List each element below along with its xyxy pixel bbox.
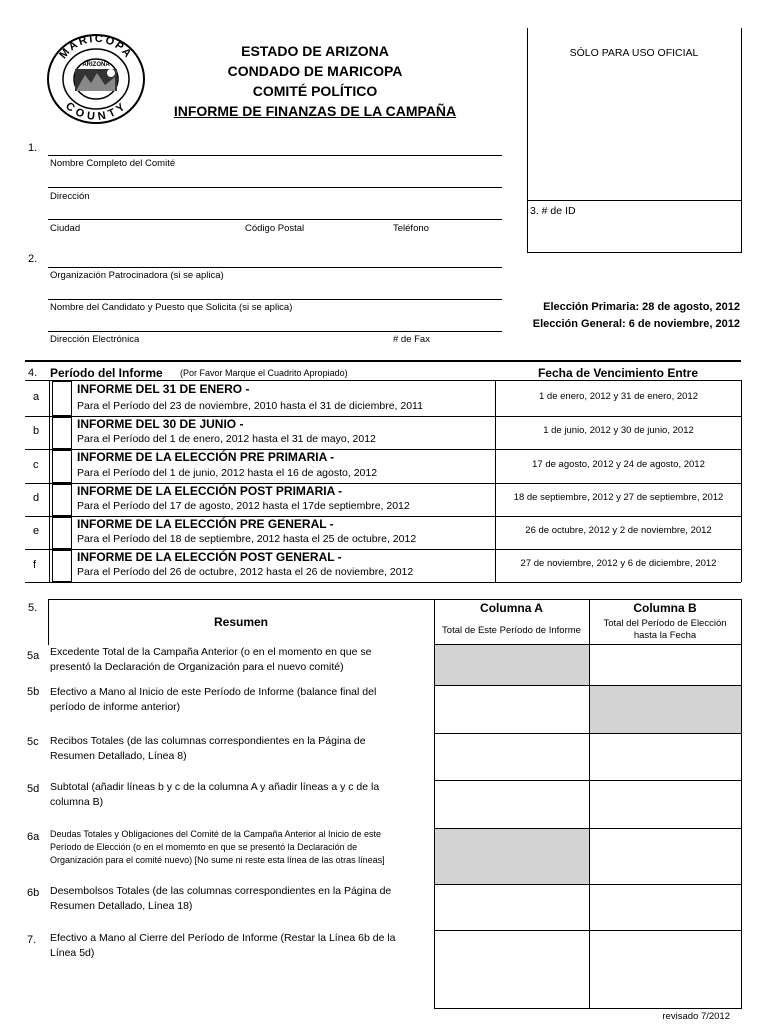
report-row-f [25,550,741,582]
report-row-title: INFORME DE LA ELECCIÓN PRE PRIMARIA - [77,450,335,464]
summary-row-6a [25,829,435,879]
address-field[interactable] [48,170,502,187]
summary-row-number: 5d [27,783,40,795]
report-row-due: 17 de agosto, 2012 y 24 de agosto, 2012 [532,459,705,470]
report-row-period: Para el Período del 1 de junio, 2012 hasta el 16 de agosto, 2012 [77,467,378,479]
report-checkbox-d[interactable] [52,484,72,516]
title-county: CONDADO DE MARICOPA [227,63,403,79]
report-row-d [25,484,741,516]
report-row-due: 1 de enero, 2012 y 31 de enero, 2012 [539,391,698,402]
summary-row-line2: Línea 5d) [50,947,95,959]
summary-row-7 [25,932,435,972]
summary-row-number: 6a [27,831,40,843]
summary-row-5d [25,781,435,821]
report-row-due: 18 de septiembre, 2012 y 27 de septiembre, 2012 [513,492,724,503]
committee-name-field[interactable] [48,137,502,155]
cell-6b-col-a[interactable] [435,885,589,930]
report-row-title: INFORME DEL 31 DE ENERO - [77,382,250,396]
summary-row-number: 5c [27,736,39,748]
report-row-title: INFORME DEL 30 DE JUNIO - [77,417,244,431]
summary-row-5b [25,686,435,726]
summary-row-number: 5b [27,686,40,698]
report-checkbox-b[interactable] [52,417,72,449]
address-label: Dirección [50,191,90,202]
report-row-title: INFORME DE LA ELECCIÓN POST PRIMARIA - [77,484,343,498]
report-row-title: INFORME DE LA ELECCIÓN POST GENERAL - [77,550,342,564]
report-row-letter: b [33,425,40,437]
city-postal-phone-field[interactable] [48,203,502,219]
report-checkbox-c[interactable] [52,450,72,483]
summary-header: Resumen [213,615,269,629]
report-row-c [25,450,741,483]
section-2-number: 2. [28,253,38,265]
column-b-subtitle-1: Total del Período de Elección [603,618,727,629]
summary-row-line1: Subtotal (añadir líneas b y c de la columna A y añadir líneas a y c de la [50,781,380,793]
report-checkbox-e[interactable] [52,517,72,549]
sponsor-field[interactable] [48,250,502,267]
shaded-cell-6a-col-a [435,829,589,884]
column-a-title: Columna A [480,601,543,615]
summary-row-line1: Desembolsos Totales (de las columnas correspondientes en la Página de [50,885,392,897]
report-row-b [25,417,741,449]
report-row-period: Para el Período del 23 de noviembre, 2010 hasta el 31 de diciembre, 2011 [77,400,423,412]
column-b-subtitle-2: hasta la Fecha [633,630,697,641]
shaded-cell-5a-col-a [435,645,589,685]
id-label: 3. # de ID [530,205,576,217]
cell-7-col-a[interactable] [435,931,589,1008]
report-row-e [25,517,741,549]
report-row-period: Para el Período del 18 de septiembre, 2012 hasta el 25 de octubre, 2012 [77,533,417,545]
report-row-due: 27 de noviembre, 2012 y 6 de diciembre, 2012 [520,558,717,569]
column-b-title: Columna B [633,601,697,615]
summary-row-number: 6b [27,887,40,899]
email-fax-field[interactable] [48,315,502,331]
official-use-label: SÓLO PARA USO OFICIAL [569,47,699,59]
summary-row-6b [25,885,435,925]
report-checkbox-a[interactable] [52,381,72,416]
county-seal-graphic [45,33,147,125]
postal-code-label: Código Postal [245,223,305,234]
summary-row-line3: Organización para el comité nuevo) [No sume ni reste esta línea de las otras líneas] [50,855,385,865]
phone-label: Teléfono [393,223,429,234]
candidate-field[interactable] [48,283,502,299]
summary-row-line1: Excedente Total de la Campaña Anterior (o en el momento en que se [50,646,372,658]
report-row-letter: f [33,559,37,571]
cell-7-col-b[interactable] [590,931,741,1008]
revised-date: revisado 7/2012 [662,1011,730,1022]
primary-election-date: Elección Primaria: 28 de agosto, 2012 [543,301,740,313]
report-period-subtitle: (Por Favor Marque el Cuadrito Apropiado) [180,368,348,378]
report-row-a [25,381,741,416]
summary-row-number: 5a [27,650,40,662]
report-row-letter: e [33,525,40,537]
fax-label: # de Fax [393,334,430,345]
summary-row-line2: período de informe anterior) [50,701,181,713]
title-committee: COMITÉ POLÍTICO [252,83,378,99]
email-label: Dirección Electrónica [50,334,140,345]
title-state: ESTADO DE ARIZONA [241,43,389,59]
report-row-period: Para el Período del 1 de enero, 2012 hasta el 31 de mayo, 2012 [77,433,376,445]
report-row-title: INFORME DE LA ELECCIÓN PRE GENERAL - [77,517,334,531]
cell-5d-col-b[interactable] [590,781,741,828]
report-row-letter: c [33,459,39,471]
seal-bottom-text: COUNTY [63,100,129,124]
summary-row-5c [25,735,435,775]
cell-5a-col-b[interactable] [590,645,741,685]
seal-top-text: MARICOPA [57,33,135,62]
summary-row-5a [25,646,435,684]
cell-5b-col-a[interactable] [435,686,589,733]
shaded-cell-5b-col-b [590,686,741,733]
cell-5c-col-a[interactable] [435,734,589,780]
county-seal [45,33,147,125]
section-1-number: 1. [28,142,38,154]
report-period-title: Período del Informe [50,366,163,380]
candidate-label: Nombre del Candidato y Puesto que Solicita (si se aplica) [50,302,293,313]
report-checkbox-f[interactable] [52,550,72,582]
report-row-due: 26 de octubre, 2012 y 2 de noviembre, 2012 [525,525,712,536]
summary-row-line1: Recibos Totales (de las columnas correspondientes en la Página de [50,735,366,747]
summary-row-line1: Efectivo a Mano al Cierre del Período de Informe (Restar la Línea 6b de la [50,932,396,944]
summary-row-line2: columna B) [50,796,104,808]
report-row-period: Para el Período del 17 de agosto, 2012 hasta el 17de septiembre, 2012 [77,500,410,512]
due-date-header: Fecha de Vencimiento Entre [537,366,699,380]
report-row-letter: d [33,492,40,504]
summary-row-line2: presentó la Declaración de Organización para el nuevo comité) [50,661,344,673]
report-row-period: Para el Período del 26 de octubre, 2012 hasta el 26 de noviembre, 2012 [77,566,414,578]
report-row-letter: a [33,391,40,403]
section-4-number: 4. [28,367,38,379]
column-a-subtitle: Total de Este Período de Informe [442,625,581,636]
summary-row-line2: Resumen Detallado, Línea 18) [50,900,193,912]
summary-row-number: 7. [27,934,37,946]
cell-5d-col-a[interactable] [435,781,589,828]
cell-6b-col-b[interactable] [590,885,741,930]
cell-5c-col-b[interactable] [590,734,741,780]
committee-name-label: Nombre Completo del Comité [50,158,176,169]
summary-row-line2: Resumen Detallado, Línea 8) [50,750,187,762]
general-election-date: Elección General: 6 de noviembre, 2012 [532,318,740,330]
sponsor-label: Organización Patrocinadora (si se aplica) [50,270,224,281]
summary-row-line2: Período de Elección (o en el momemto en que se presentó la Declaración de [50,842,358,852]
svg-text:COUNTY [63,100,129,123]
city-label: Ciudad [50,223,81,234]
seal-mid-text: ARIZONA [82,62,110,68]
cell-6a-col-b[interactable] [590,829,741,884]
svg-text:MARICOPA [57,33,134,61]
summary-row-line1: Deudas Totales y Obligaciones del Comité de la Campaña Anterior al Inicio de este [50,829,382,839]
report-row-due: 1 de junio, 2012 y 30 de junio, 2012 [543,425,694,436]
summary-row-line1: Efectivo a Mano al Inicio de este Período de Informe (balance final del [50,686,377,698]
section-5-number: 5. [28,602,38,614]
id-field[interactable] [528,218,740,251]
title-report: INFORME DE FINANZAS DE LA CAMPAÑA [173,103,457,119]
